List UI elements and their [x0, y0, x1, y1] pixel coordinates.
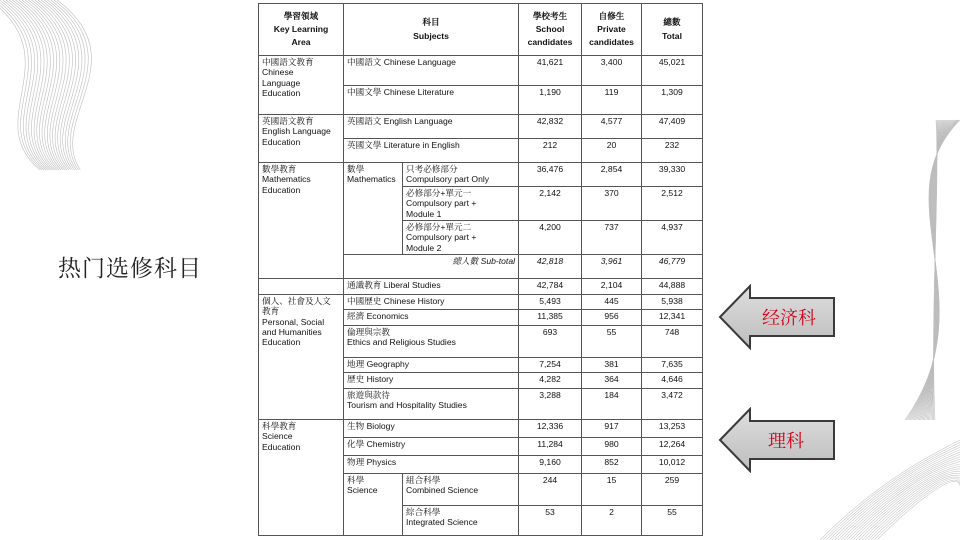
private-value: 980	[582, 438, 642, 456]
school-value: 42,818	[519, 255, 582, 279]
private-value: 55	[582, 326, 642, 358]
private-value: 2,104	[582, 279, 642, 295]
table-row	[259, 295, 703, 310]
subject-cell: 中國文學 Chinese Literature	[344, 86, 519, 115]
school-value: 2,142	[519, 187, 582, 221]
subject-cell: 物理 Physics	[344, 456, 519, 474]
private-value: 445	[582, 295, 642, 310]
maths-subject-cell: 數學 Mathematics	[344, 163, 403, 255]
slide-title: 热门选修科目	[58, 256, 202, 282]
subject-cell: 中國語文 Chinese Language	[344, 56, 519, 86]
total-value: 7,635	[642, 358, 703, 373]
total-value: 748	[642, 326, 703, 358]
table-header-row	[259, 4, 703, 56]
area-chinese: 中國語文教育 Chinese Language Education	[259, 56, 344, 115]
total-value: 39,330	[642, 163, 703, 187]
subject-cell: 通識教育 Liberal Studies	[344, 279, 519, 295]
school-value: 12,336	[519, 420, 582, 438]
dse-candidates-table	[258, 3, 702, 536]
right-wave-decoration	[905, 120, 960, 420]
total-value: 259	[642, 474, 703, 506]
school-value: 36,476	[519, 163, 582, 187]
private-value: 917	[582, 420, 642, 438]
maths-module2-cell: 必修部分+單元二 Compulsory part + Module 2	[403, 221, 519, 255]
economics-arrow-callout	[718, 284, 836, 350]
private-value: 381	[582, 358, 642, 373]
private-value: 2,854	[582, 163, 642, 187]
subject-cell: 旅遊與款待 Tourism and Hospitality Studies	[344, 389, 519, 420]
subject-cell: 經濟 Economics	[344, 310, 519, 326]
table-row	[259, 163, 703, 187]
subject-cell: 歷史 History	[344, 373, 519, 389]
subtotal-label: 總人數 Sub-total	[344, 255, 519, 279]
header-key-learning-area: 學習領域 Key Learning Area	[259, 4, 344, 56]
total-value: 4,646	[642, 373, 703, 389]
school-value: 53	[519, 506, 582, 536]
subject-cell: 組合科學 Combined Science	[403, 474, 519, 506]
school-value: 5,493	[519, 295, 582, 310]
left-wave-decoration	[0, 0, 91, 170]
table-row	[259, 279, 703, 295]
private-value: 119	[582, 86, 642, 115]
total-value: 44,888	[642, 279, 703, 295]
total-value: 46,779	[642, 255, 703, 279]
school-value: 3,288	[519, 389, 582, 420]
maths-module1-cell: 必修部分+單元一 Compulsory part + Module 1	[403, 187, 519, 221]
total-value: 1,309	[642, 86, 703, 115]
private-value: 4,577	[582, 115, 642, 139]
total-value: 45,021	[642, 56, 703, 86]
subject-cell: 綜合科學 Integrated Science	[403, 506, 519, 536]
private-value: 20	[582, 139, 642, 163]
total-value: 232	[642, 139, 703, 163]
maths-compulsory-cell: 只考必修部分 Compulsory part Only	[403, 163, 519, 187]
school-value: 244	[519, 474, 582, 506]
subject-cell: 英國文學 Literature in English	[344, 139, 519, 163]
area-maths: 數學教育 Mathematics Education	[259, 163, 344, 279]
subject-cell: 倫理與宗教 Ethics and Religious Studies	[344, 326, 519, 358]
subject-cell: 英國語文 English Language	[344, 115, 519, 139]
total-value: 55	[642, 506, 703, 536]
table-row	[259, 420, 703, 438]
private-value: 15	[582, 474, 642, 506]
subject-cell: 化學 Chemistry	[344, 438, 519, 456]
header-school-candidates: 學校考生 School candidates	[519, 4, 582, 56]
subject-cell: 中國歷史 Chinese History	[344, 295, 519, 310]
table-row	[259, 56, 703, 86]
school-value: 42,784	[519, 279, 582, 295]
table-row	[259, 115, 703, 139]
science-arrow-callout	[718, 407, 836, 473]
subject-cell: 生物 Biology	[344, 420, 519, 438]
area-english: 英國語文教育 English Language Education	[259, 115, 344, 163]
school-value: 693	[519, 326, 582, 358]
private-value: 3,400	[582, 56, 642, 86]
school-value: 11,385	[519, 310, 582, 326]
school-value: 11,284	[519, 438, 582, 456]
total-value: 13,253	[642, 420, 703, 438]
total-value: 10,012	[642, 456, 703, 474]
private-value: 737	[582, 221, 642, 255]
private-value: 956	[582, 310, 642, 326]
school-value: 7,254	[519, 358, 582, 373]
science-subject-cell: 科學 Science	[344, 474, 403, 536]
private-value: 184	[582, 389, 642, 420]
total-value: 47,409	[642, 115, 703, 139]
private-value: 2	[582, 506, 642, 536]
header-private-candidates: 自修生 Private candidates	[582, 4, 642, 56]
school-value: 9,160	[519, 456, 582, 474]
area-blank	[259, 279, 344, 295]
bottom-wave-decoration	[820, 440, 960, 540]
header-total: 總數 Total	[642, 4, 703, 56]
school-value: 1,190	[519, 86, 582, 115]
school-value: 4,200	[519, 221, 582, 255]
school-value: 41,621	[519, 56, 582, 86]
school-value: 42,832	[519, 115, 582, 139]
area-humanities: 個人、社會及人文 教育 Personal, Social and Humanities Education	[259, 295, 344, 420]
total-value: 3,472	[642, 389, 703, 420]
header-subjects: 科目 Subjects	[344, 4, 519, 56]
school-value: 212	[519, 139, 582, 163]
total-value: 12,341	[642, 310, 703, 326]
private-value: 364	[582, 373, 642, 389]
school-value: 4,282	[519, 373, 582, 389]
economics-arrow-label: 经济科	[762, 308, 816, 329]
total-value: 2,512	[642, 187, 703, 221]
science-arrow-label: 理科	[768, 431, 804, 452]
subject-cell: 地理 Geography	[344, 358, 519, 373]
area-science: 科學教育 Science Education	[259, 420, 344, 536]
total-value: 4,937	[642, 221, 703, 255]
total-value: 12,264	[642, 438, 703, 456]
private-value: 370	[582, 187, 642, 221]
private-value: 852	[582, 456, 642, 474]
private-value: 3,961	[582, 255, 642, 279]
total-value: 5,938	[642, 295, 703, 310]
